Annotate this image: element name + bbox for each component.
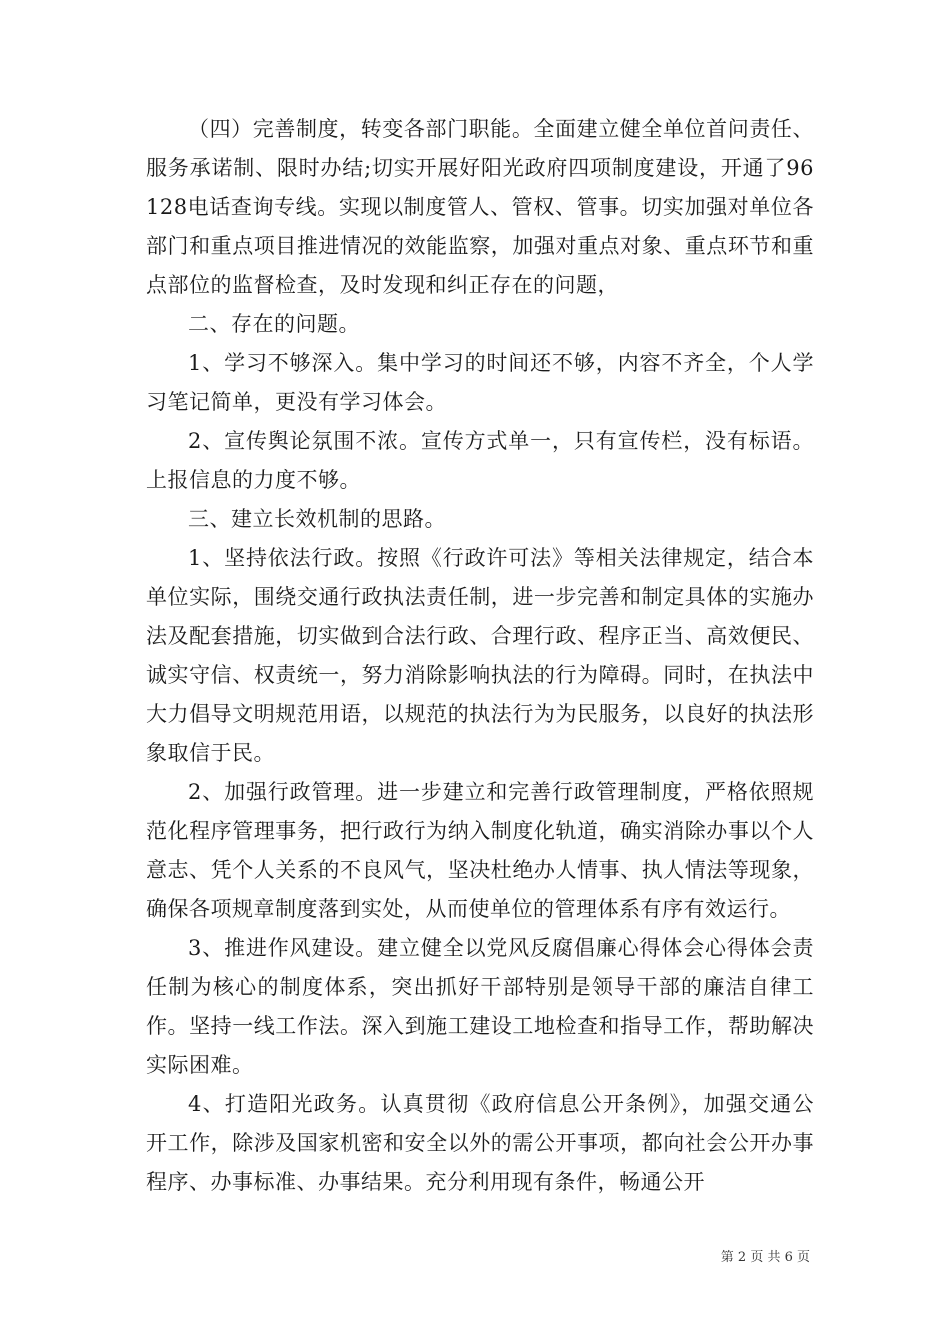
paragraph-idea-1: 1、坚持依法行政。按照《行政许可法》等相关法律规定，结合本单位实际，围绕交通行政执法责任制，进一步完善和制定具体的实施办法及配套措施，切实做到合法行政、合理行政、程序正当、高效便民、诚实守信、权责统一，努力消除影响执法的行为障碍。同时，在执法中大力倡导文明规范用语，以规范的执法行为为民服务，以良好的执法形象取信于民。 [146, 546, 814, 765]
paragraph-section-four: （四）完善制度，转变各部门职能。全面建立健全单位首问责任、服务承诺制、限时办结;切实开展好阳光政府四项制度建设，开通了96128电话查询专线。实现以制度管人、管权、管事。切实加强对单位各部门和重点项目推进情况的效能监察，加强对重点对象、重点环节和重点部位的监督检查，及时发现和纠正存在的问题， [146, 117, 814, 297]
heading-existing-problems: 二、存在的问题。 [188, 312, 360, 336]
paragraph-problem-2: 2、宣传舆论氛围不浓。宣传方式单一，只有宣传栏，没有标语。上报信息的力度不够。 [146, 429, 814, 492]
paragraph-problem-1: 1、学习不够深入。集中学习的时间还不够，内容不齐全，个人学习笔记简单，更没有学习体会。 [146, 351, 814, 414]
heading-long-term-mechanism: 三、建立长效机制的思路。 [188, 507, 446, 531]
page-number: 第 2 页 共 6 页 [720, 1250, 810, 1265]
document-body [146, 110, 814, 1202]
paragraph-idea-2: 2、加强行政管理。进一步建立和完善行政管理制度，严格依照规范化程序管理事务，把行政行为纳入制度化轨道，确实消除办事以个人意志、凭个人关系的不良风气，坚决杜绝办人情事、执人情法等现象，确保各项规章制度落到实处，从而使单位的管理体系有序有效运行。 [146, 780, 814, 921]
paragraph-idea-3: 3、推进作风建设。建立健全以党风反腐倡廉心得体会心得体会责任制为核心的制度体系，突出抓好干部特别是领导干部的廉洁自律工作。坚持一线工作法。深入到施工建设工地检查和指导工作，帮助解决实际困难。 [146, 936, 814, 1077]
paragraph-idea-4: 4、打造阳光政务。认真贯彻《政府信息公开条例》，加强交通公开工作，除涉及国家机密和安全以外的需公开事项，都向社会公开办事程序、办事标准、办事结果。充分利用现有条件，畅通公开 [146, 1092, 814, 1194]
